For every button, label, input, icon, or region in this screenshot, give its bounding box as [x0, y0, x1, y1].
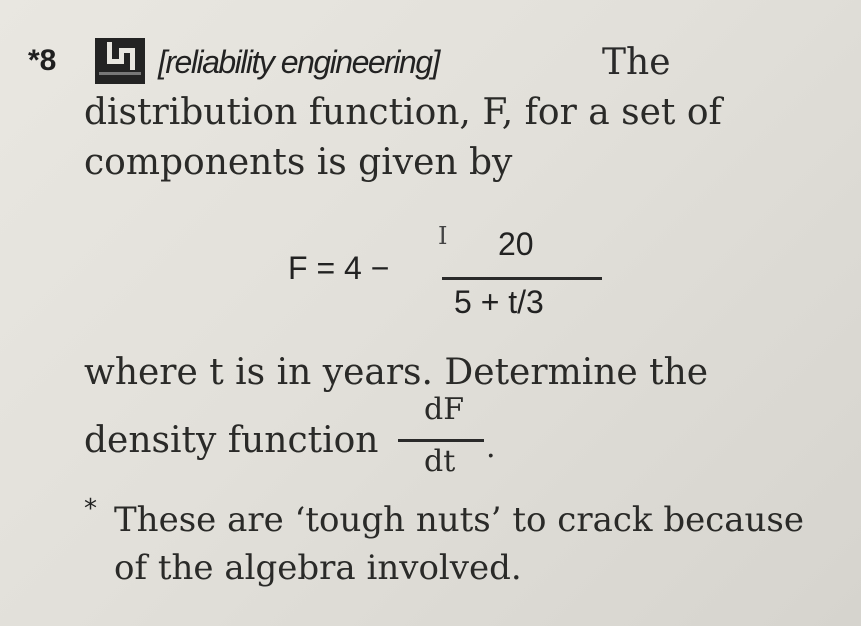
sentence-period: .: [486, 430, 496, 465]
text-cursor: I: [438, 222, 448, 250]
problem-text-line-1: distribution function, F, for a set of: [84, 92, 722, 133]
problem-text-line-3: where t is in years. Determine the: [84, 352, 709, 393]
equation-numerator: 20: [498, 226, 534, 262]
note-line-1: These are ‘tough nuts’ to crack because: [114, 500, 804, 540]
problem-text-line-4: density function: [84, 420, 379, 461]
derivative-denominator: dt: [424, 444, 456, 479]
note-line-2: of the algebra involved.: [114, 548, 522, 588]
topic-tag: [reliability engineering]: [158, 44, 439, 80]
sentence-start: The: [602, 42, 671, 83]
problem-text-line-2: components is given by: [84, 142, 513, 183]
equation-denominator: 5 + t/3: [454, 284, 544, 320]
note-star-icon: *: [84, 494, 97, 524]
fraction-bar: [442, 277, 602, 280]
derivative-fraction-bar: [398, 439, 484, 442]
derivative-numerator: dF: [424, 392, 465, 427]
problem-number: *8: [28, 44, 57, 77]
engineering-applications-icon: [95, 38, 145, 84]
equation-lhs: F = 4 −: [288, 250, 390, 286]
